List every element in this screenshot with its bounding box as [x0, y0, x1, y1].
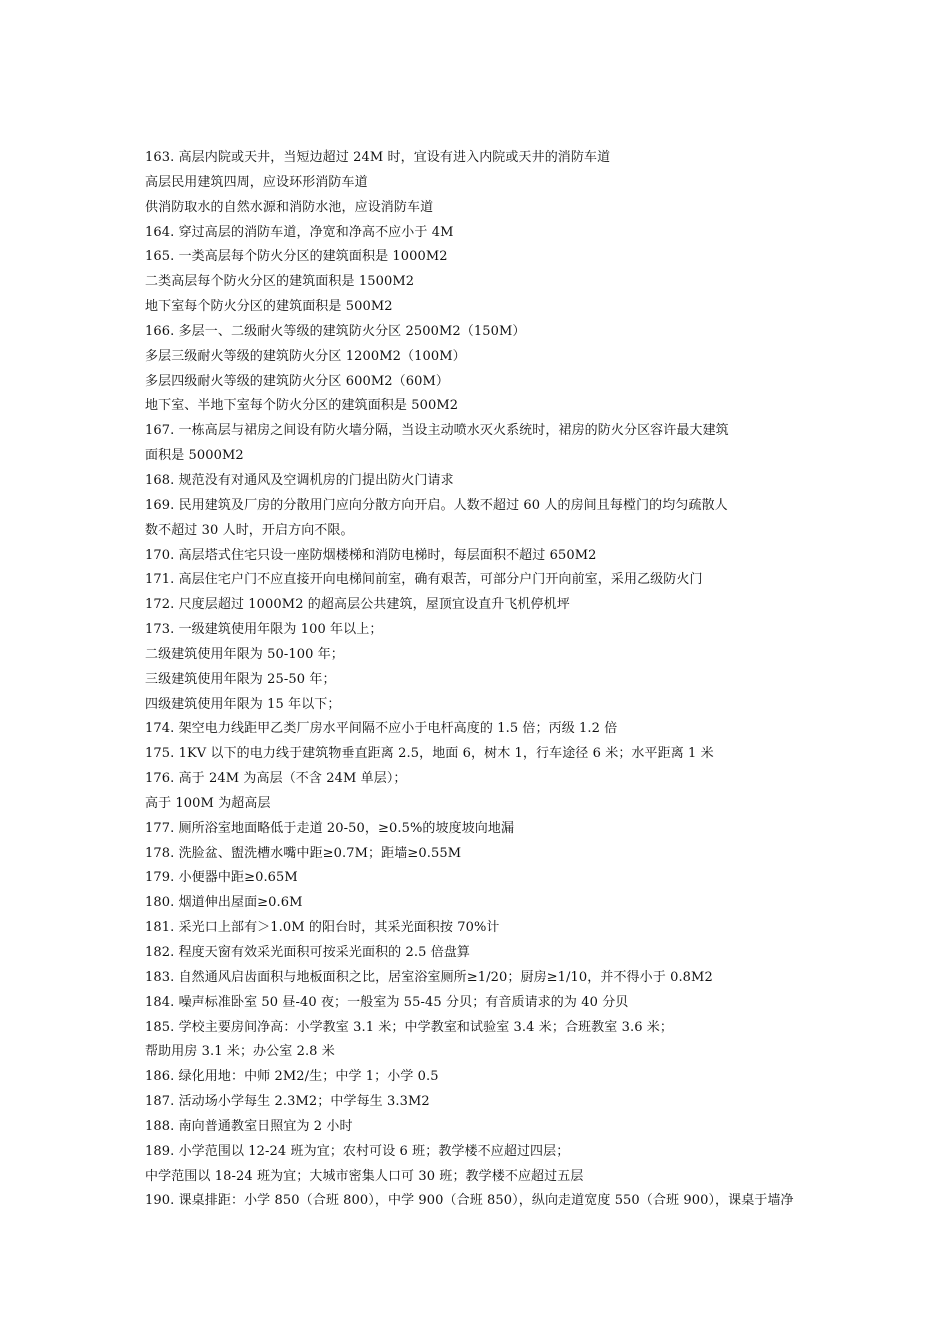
text-line: 166. 多层一、二级耐火等级的建筑防火分区 2500M2（150M）	[145, 323, 526, 339]
text-line: 169. 民用建筑及厂房的分散用门应向分散方向开启。人数不超过 60 人的房间且每樘门的均匀疏散人	[145, 497, 728, 513]
text-line: 供消防取水的自然水源和消防水池，应设消防车道	[145, 199, 434, 215]
text-line: 多层四级耐火等级的建筑防火分区 600M2（60M）	[145, 373, 449, 389]
text-line: 179. 小便器中距≥0.65M	[145, 870, 298, 886]
text-line: 地下室每个防火分区的建筑面积是 500M2	[145, 299, 393, 315]
text-line: 184. 噪声标准卧室 50 昼-40 夜；一般室为 55-45 分贝；有音质请求的为 40 分贝	[145, 994, 629, 1010]
text-line: 164. 穿过高层的消防车道，净宽和净高不应小于 4M	[145, 224, 454, 240]
text-line: 168. 规范没有对通风及空调机房的门提出防火门请求	[145, 472, 454, 488]
text-line: 高层民用建筑四周，应设环形消防车道	[145, 174, 368, 190]
text-line: 面积是 5000M2	[145, 448, 244, 464]
text-line: 189. 小学范围以 12-24 班为宜；农村可设 6 班；教学楼不应超过四层；	[145, 1143, 570, 1159]
text-line: 174. 架空电力线距甲乙类厂房水平间隔不应小于电杆高度的 1.5 倍；丙级 1.2 倍	[145, 721, 618, 737]
text-line: 高于 100M 为超高层	[145, 795, 271, 811]
text-line: 180. 烟道伸出屋面≥0.6M	[145, 895, 303, 911]
text-line: 163. 高层内院或天井，当短边超过 24M 时，宜设有进入内院或天井的消防车道	[145, 150, 611, 165]
text-line: 四级建筑使用年限为 15 年以下；	[145, 696, 341, 712]
text-line: 190. 课桌排距：小学 850（合班 800），中学 900（合班 850），纵向走道宽度 550（合班 900），课桌于墙净	[145, 1193, 794, 1209]
text-line: 帮助用房 3.1 米；办公室 2.8 米	[145, 1044, 335, 1060]
text-line: 170. 高层塔式住宅只设一座防烟楼梯和消防电梯时，每层面积不超过 650M2	[145, 547, 597, 563]
text-line: 172. 尺度层超过 1000M2 的超高层公共建筑，屋顶宜设直升飞机停机坪	[145, 597, 570, 613]
text-line: 176. 高于 24M 为高层（不含 24M 单层）；	[145, 771, 407, 787]
text-line: 173. 一级建筑使用年限为 100 年以上；	[145, 622, 383, 638]
text-line: 数不超过 30 人时，开启方向不限。	[145, 522, 354, 538]
text-line: 中学范围以 18-24 班为宜；大城市密集人口可 30 班；教学楼不应超过五层	[145, 1168, 584, 1184]
text-line: 地下室、半地下室每个防火分区的建筑面积是 500M2	[145, 398, 459, 414]
text-line: 182. 程度天窗有效采光面积可按采光面积的 2.5 倍盘算	[145, 945, 471, 960]
text-line: 185. 学校主要房间净高：小学教室 3.1 米；中学教室和试验室 3.4 米；合班教室 3.6 米；	[145, 1019, 673, 1035]
text-line: 三级建筑使用年限为 25-50 年；	[145, 671, 336, 687]
text-line: 167. 一栋高层与裙房之间设有防火墙分隔，当设主动喷水灭火系统时，裙房的防火分区容许最大建筑	[145, 423, 729, 439]
text-line: 165. 一类高层每个防火分区的建筑面积是 1000M2	[145, 249, 448, 265]
text-line: 多层三级耐火等级的建筑防火分区 1200M2（100M）	[145, 348, 466, 364]
text-line: 178. 洗脸盆、盥洗槽水嘴中距≥0.7M；距墙≥0.55M	[145, 845, 462, 861]
text-line: 187. 活动场小学每生 2.3M2；中学每生 3.3M2	[145, 1094, 430, 1110]
text-line: 二类高层每个防火分区的建筑面积是 1500M2	[145, 274, 415, 290]
text-line: 177. 厕所浴室地面略低于走道 20-50，≥0.5%的坡度坡向地漏	[145, 820, 515, 836]
text-line: 183. 自然通风启齿面积与地板面积之比，居室浴室厕所≥1/20；厨房≥1/10，并不得小于 0.8M2	[145, 969, 713, 985]
text-line: 二级建筑使用年限为 50-100 年；	[145, 646, 344, 662]
text-line: 188. 南向普通教室日照宜为 2 小时	[145, 1118, 353, 1134]
text-line: 181. 采光口上部有＞1.0M 的阳台时，其采光面积按 70%计	[145, 920, 500, 936]
text-line: 186. 绿化用地：中师 2M2/生；中学 1；小学 0.5	[145, 1069, 439, 1085]
text-line: 175. 1KV 以下的电力线于建筑物垂直距离 2.5，地面 6，树木 1，行车途径 6 米；水平距离 1 米	[145, 746, 714, 762]
document-body	[145, 146, 825, 1214]
text-line: 171. 高层住宅户门不应直接开向电梯间前室，确有艰苦，可部分户门开向前室，采用乙级防火门	[145, 572, 703, 588]
